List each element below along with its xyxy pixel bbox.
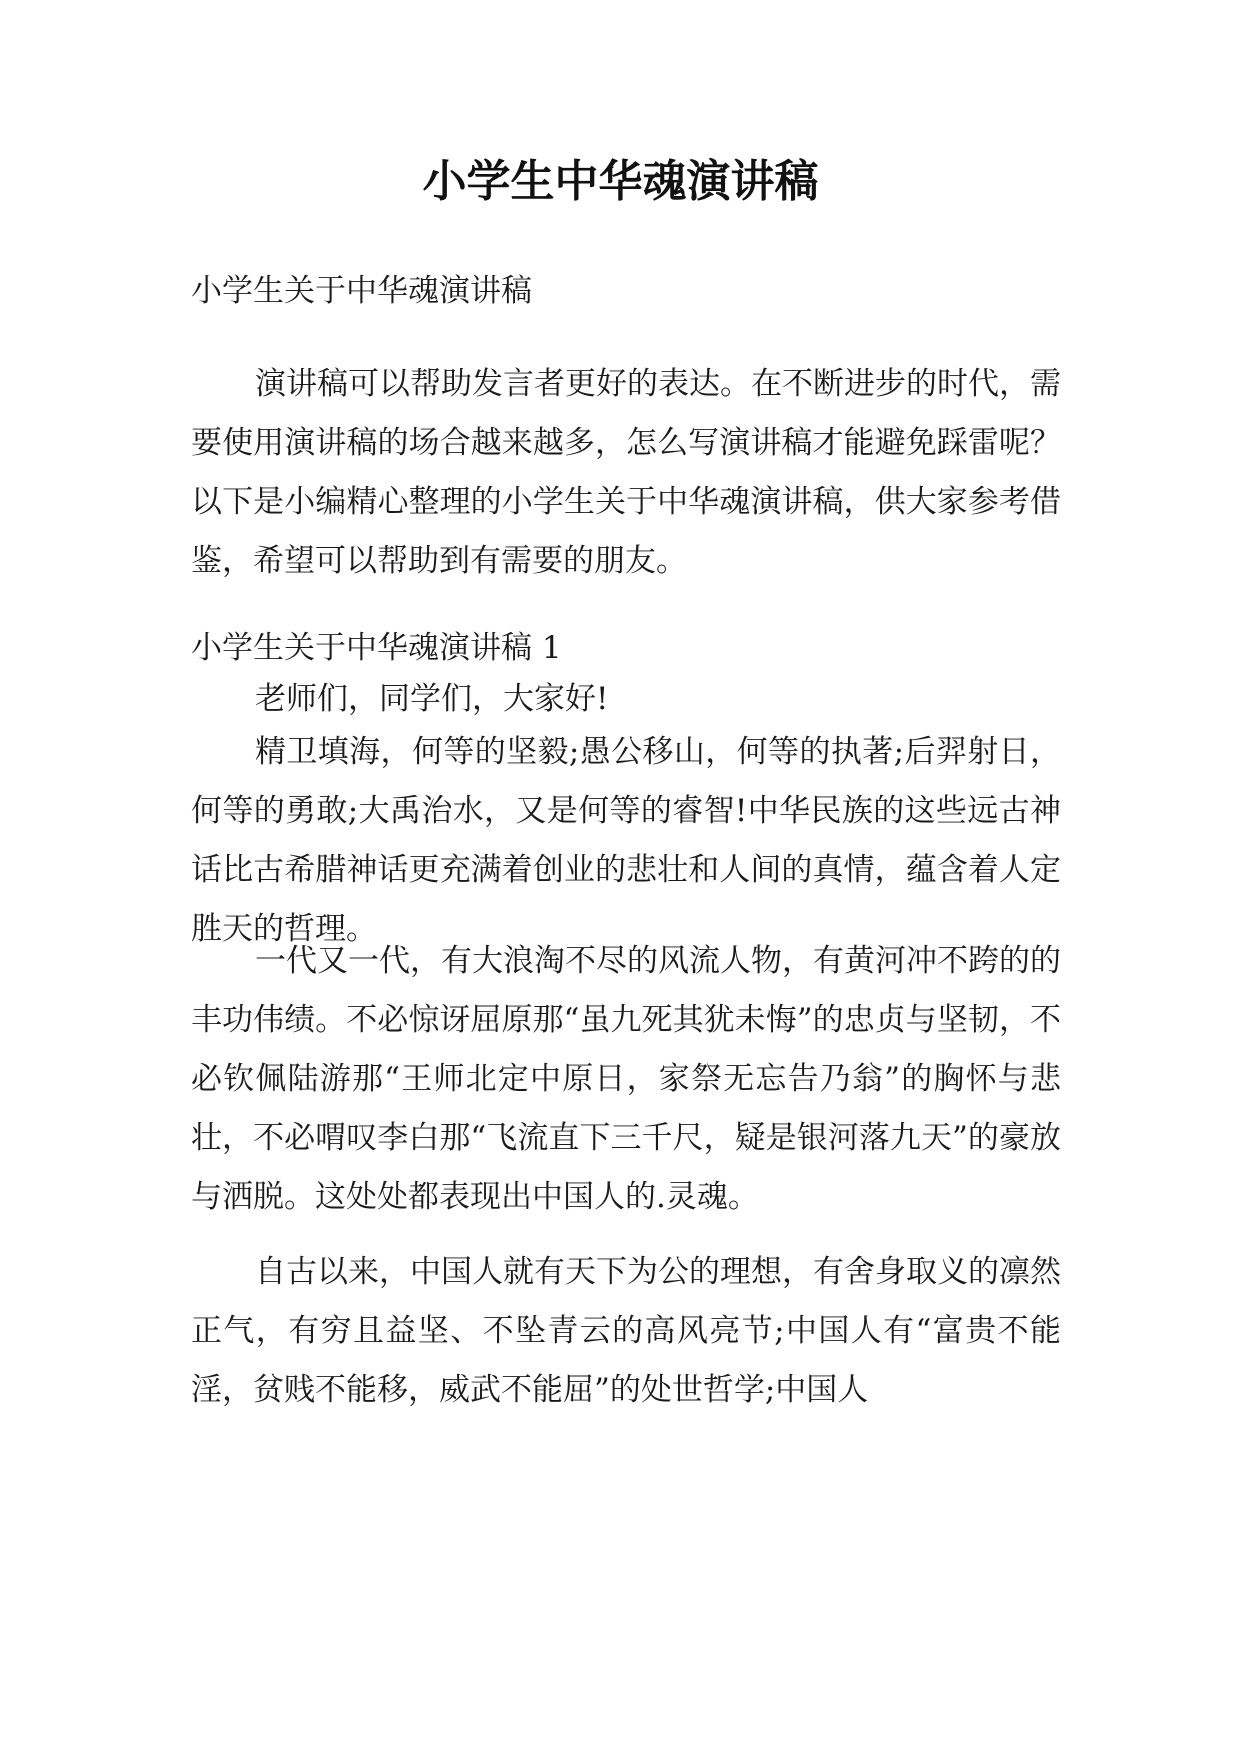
- section-heading: 小学生关于中华魂演讲稿 1: [191, 630, 562, 666]
- document-subtitle: 小学生关于中华魂演讲稿: [191, 273, 532, 309]
- body-paragraph-1: 精卫填海，何等的坚毅;愚公移山，何等的执著;后羿射日，何等的勇敢;大禹治水，又是何等的睿智!中华民族的这些远古神话比古希腊神话更充满着创业的悲壮和人间的真情，蕴含着人定胜天的哲理。: [191, 734, 1061, 947]
- intro-paragraph: 演讲稿可以帮助发言者更好的表达。在不断进步的时代，需要使用演讲稿的场合越来越多，怎么写演讲稿才能避免踩雷呢？以下是小编精心整理的小学生关于中华魂演讲稿，供大家参考借鉴，希望可以帮助到有需要的朋友。: [191, 366, 1061, 579]
- greeting-line: 老师们，同学们，大家好!: [255, 681, 609, 717]
- body-paragraph-3: 自古以来，中国人就有天下为公的理想，有舍身取义的凛然正气，有穷且益坚、不坠青云的高风亮节;中国人有“富贵不能淫，贫贱不能移，威武不能屈”的处世哲学;中国人: [191, 1254, 1061, 1408]
- document-title: 小学生中华魂演讲稿: [422, 156, 819, 207]
- body-paragraph-2: 一代又一代，有大浪淘不尽的风流人物，有黄河冲不跨的的丰功伟绩。不必惊讶屈原那“虽九死其犹未悔”的忠贞与坚韧，不必钦佩陆游那“王师北定中原日，家祭无忘告乃翁”的胸怀与悲壮，不必喟叹李白那“飞流直下三千尺，疑是银河落九天”的豪放与洒脱。这处处都表现出中国人的.灵魂。: [191, 943, 1061, 1215]
